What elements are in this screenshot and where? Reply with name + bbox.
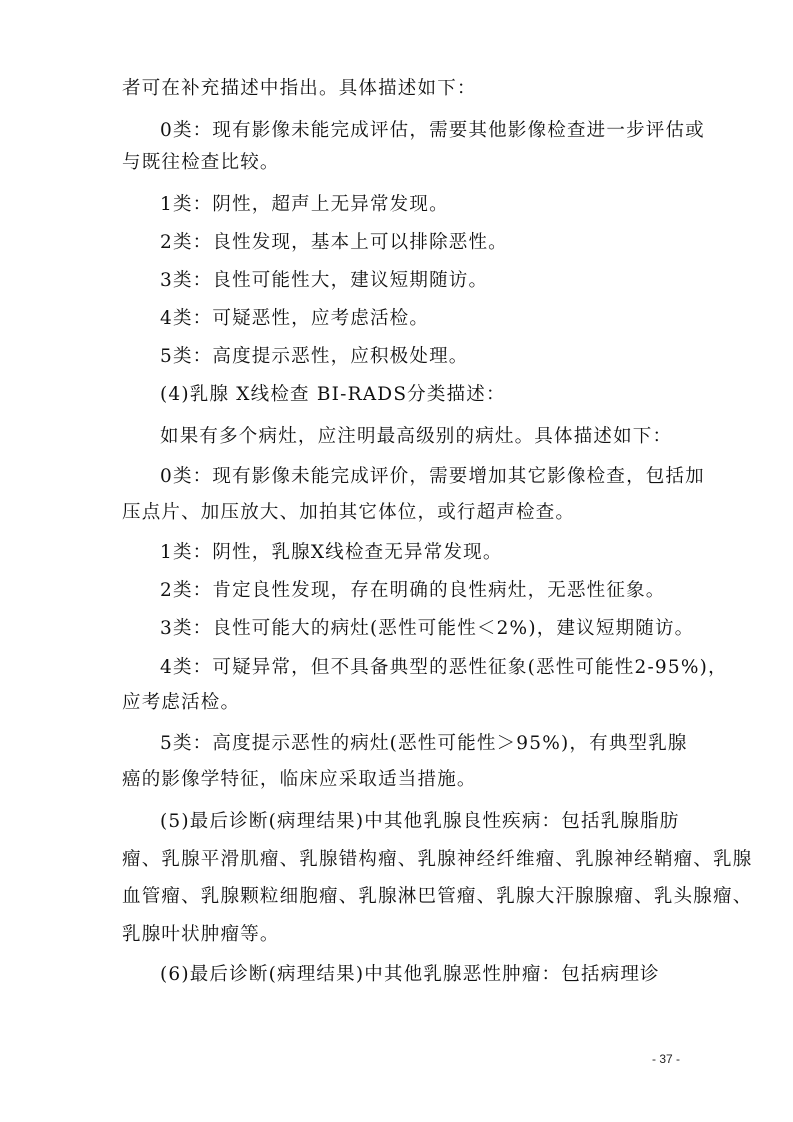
text-line: 如果有多个病灶，应注明最高级别的病灶。具体描述如下：: [160, 426, 673, 447]
text-line: 瘤、乳腺平滑肌瘤、乳腺错构瘤、乳腺神经纤维瘤、乳腺神经鞘瘤、乳腺: [122, 849, 753, 870]
text-line: 2类：良性发现，基本上可以排除恶性。: [160, 232, 508, 253]
text-line: 癌的影像学特征，临床应采取适当措施。: [122, 769, 477, 790]
text-line: 3类：良性可能性大，建议短期随访。: [160, 270, 489, 291]
text-line: 0类：现有影像未能完成评价，需要增加其它影像检查，包括加: [160, 466, 705, 487]
text-line: 应考虑活检。: [122, 692, 241, 713]
text-line: 5类：高度提示恶性的病灶(恶性可能性＞95%)，有典型乳腺: [160, 733, 688, 754]
text-line: 4类：可疑异常，但不具备典型的恶性征象(恶性可能性2-95%)，: [160, 657, 728, 678]
text-line: 1类：阴性，超声上无异常发现。: [160, 194, 449, 215]
text-line: 压点片、加压放大、加拍其它体位，或行超声检查。: [122, 502, 576, 523]
section-heading: (4)乳腺 X线检查 BI-RADS分类描述：: [160, 384, 506, 405]
text-line: 1类：阴性，乳腺X线检查无异常发现。: [160, 542, 503, 563]
text-line: 乳腺叶状肿瘤等。: [122, 924, 280, 945]
text-line: 4类：可疑恶性，应考虑活检。: [160, 308, 430, 329]
text-line: 0类：现有影像未能完成评估，需要其他影像检查进一步评估或: [160, 120, 705, 141]
text-line: 3类：良性可能大的病灶(恶性可能性＜2%)，建议短期随访。: [160, 618, 695, 639]
section-heading: (6)最后诊断(病理结果)中其他乳腺恶性肿瘤：包括病理诊: [160, 964, 660, 985]
text-line: 5类：高度提示恶性，应积极处理。: [160, 346, 469, 367]
text-line: 者可在补充描述中指出。具体描述如下：: [122, 78, 477, 99]
text-line: 与既往检查比较。: [122, 152, 280, 173]
text-line: 2类：肯定良性发现，存在明确的良性病灶，无恶性征象。: [160, 580, 666, 601]
section-heading: (5)最后诊断(病理结果)中其他乳腺良性疾病：包括乳腺脂肪: [160, 811, 680, 832]
page-number: - 37 -: [652, 1052, 681, 1066]
text-line: 血管瘤、乳腺颗粒细胞瘤、乳腺淋巴管瘤、乳腺大汗腺腺瘤、乳头腺瘤、: [122, 886, 753, 907]
